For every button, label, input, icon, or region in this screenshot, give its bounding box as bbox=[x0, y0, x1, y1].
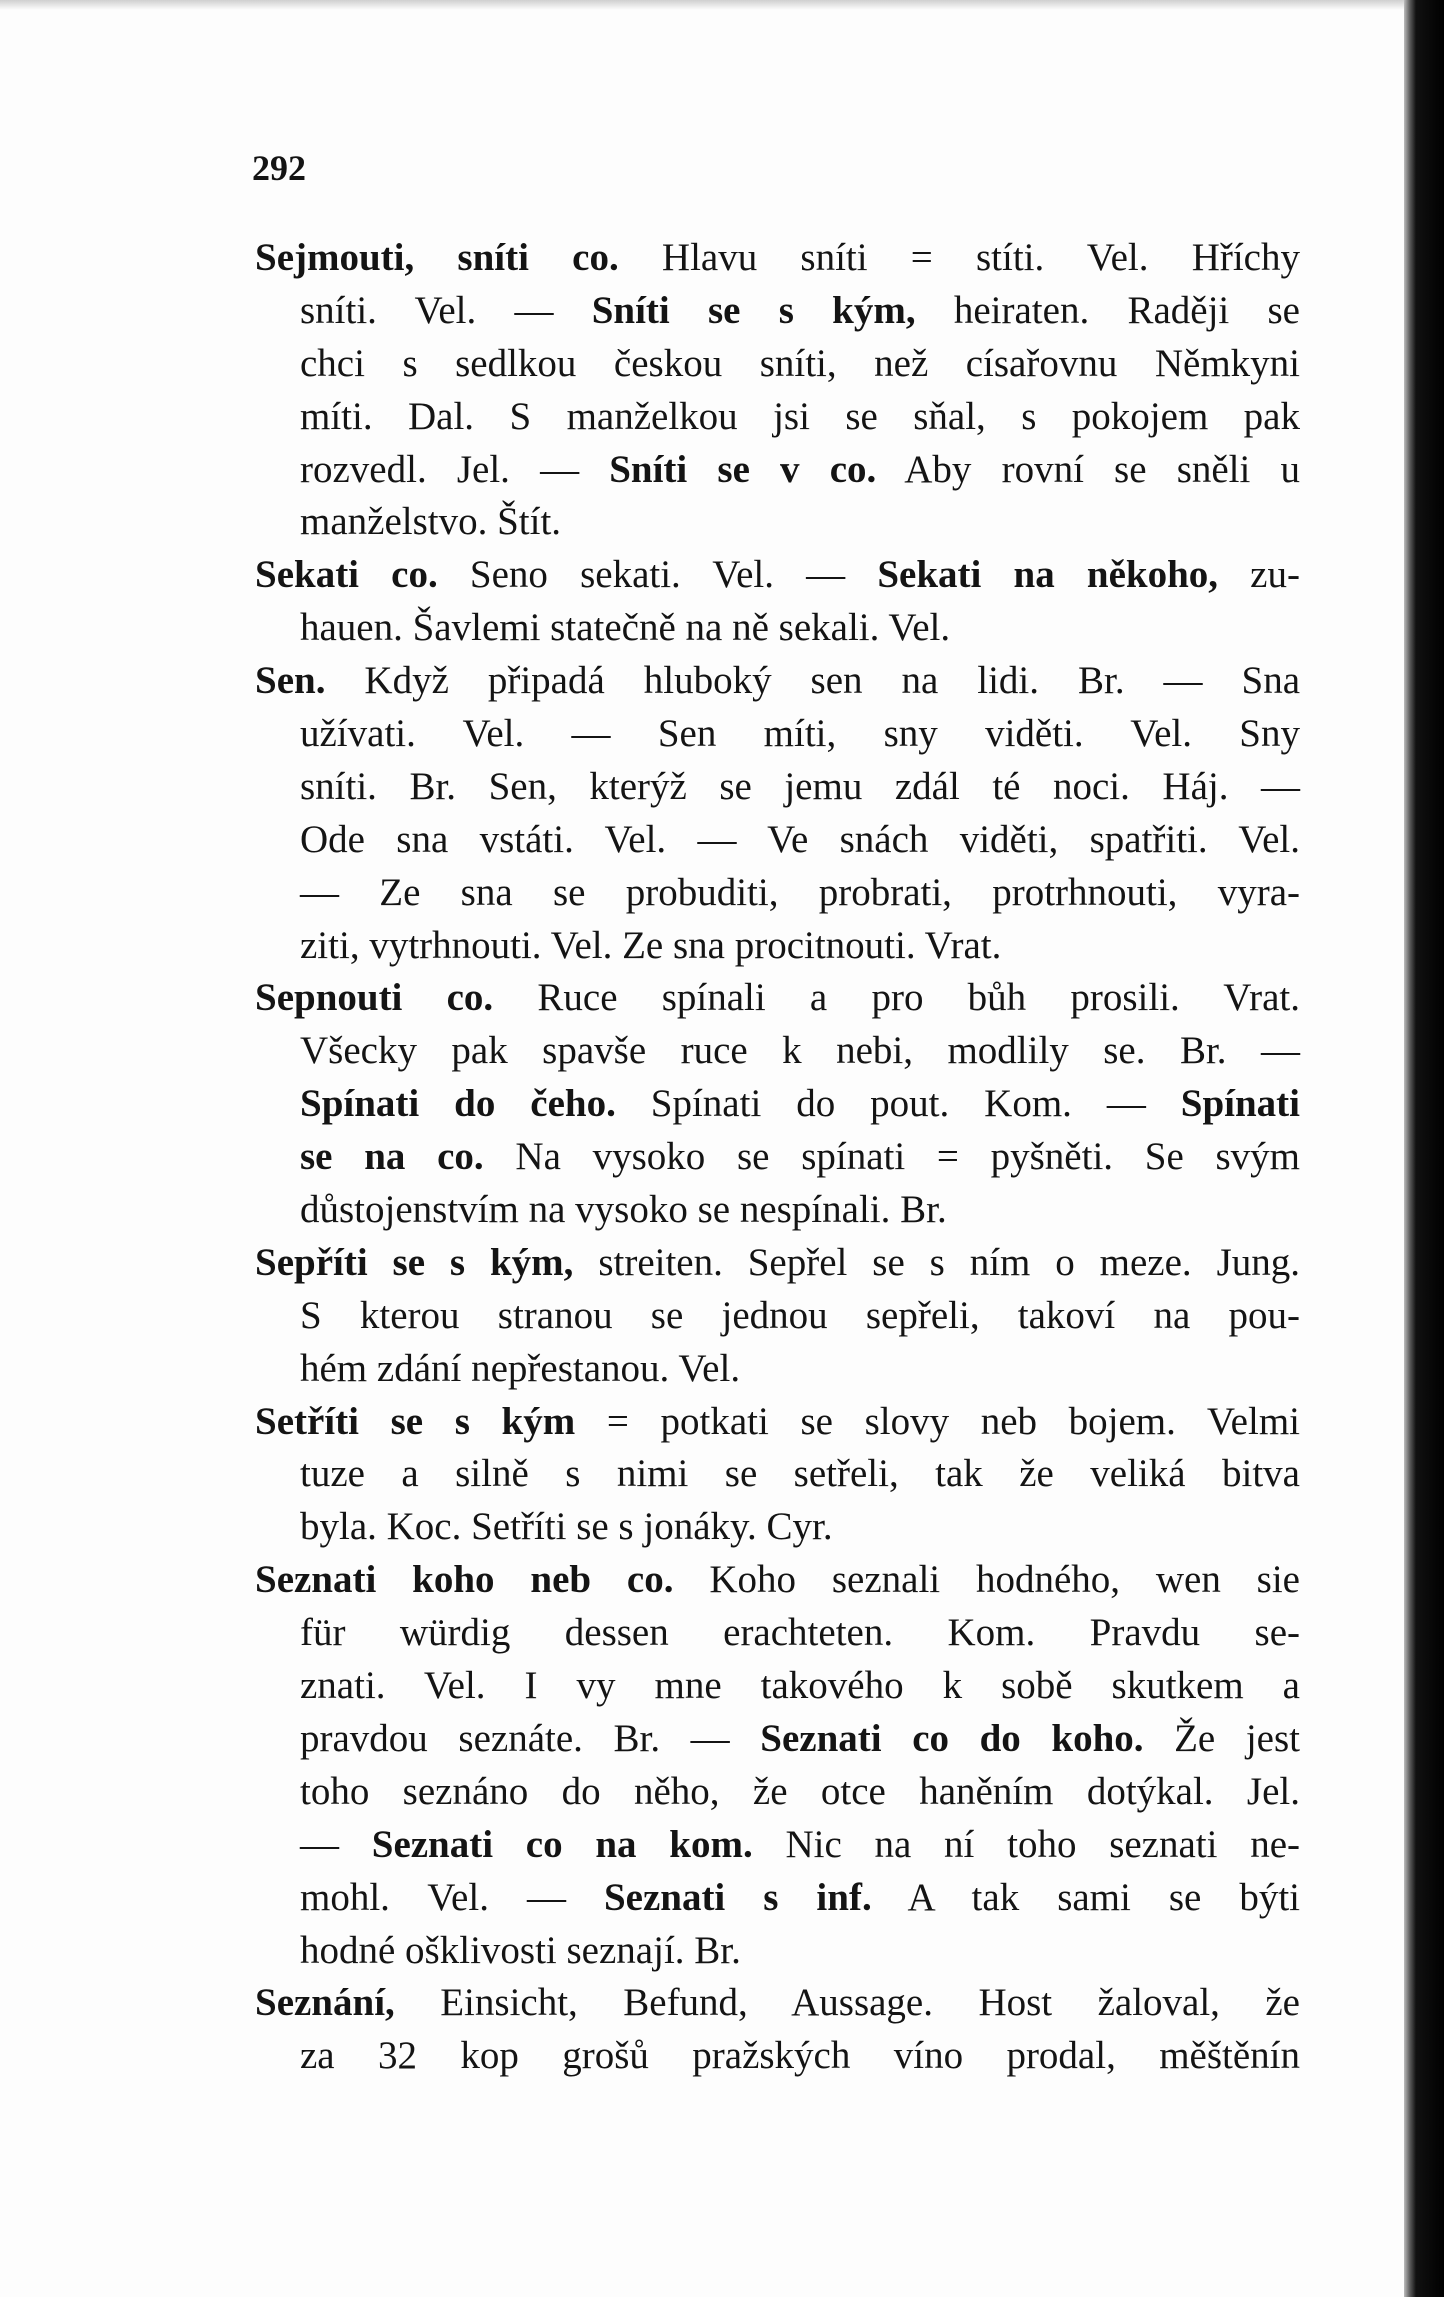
text-line bbox=[255, 1554, 1300, 1607]
headword: Seznání, bbox=[255, 1981, 395, 2025]
headword: Sepříti se s kým, bbox=[255, 1240, 574, 1284]
text-line bbox=[255, 867, 1300, 920]
text-run: znati. Vel. I vy mne takového k sobě skutkem a bbox=[300, 1664, 1300, 1708]
text-run: Všecky pak spavše ruce k nebi, modlily se. Br. — bbox=[300, 1029, 1300, 1073]
text-run: užívati. Vel. — Sen míti, sny viděti. Vel. Sny bbox=[300, 712, 1300, 756]
text-run: manželstvo. Štít. bbox=[300, 500, 562, 544]
text-run: für würdig dessen erachteten. Kom. Pravdu se- bbox=[300, 1611, 1300, 1655]
text-run: — bbox=[300, 1822, 372, 1866]
text-line bbox=[255, 1290, 1300, 1343]
headword: Sen. bbox=[255, 659, 326, 703]
text-line bbox=[255, 1448, 1300, 1501]
text-run: Na vysoko se spínati = pyšněti. Se svým bbox=[483, 1135, 1300, 1179]
text-line bbox=[255, 920, 1300, 973]
text-run: Koho seznali hodného, wen sie bbox=[673, 1558, 1300, 1602]
text-line bbox=[255, 338, 1300, 391]
text-line bbox=[255, 1501, 1300, 1554]
text-run: sníti. Br. Sen, kterýž se jemu zdál té noci. Háj. — bbox=[300, 764, 1300, 808]
text-line bbox=[255, 1977, 1300, 2030]
text-run: Einsicht, Befund, Aussage. Host žaloval, že bbox=[394, 1981, 1300, 2025]
headword: Sníti se v co. bbox=[609, 447, 877, 491]
dictionary-text bbox=[255, 232, 1300, 2083]
text-line bbox=[255, 655, 1300, 708]
text-run: hauen. Šavlemi statečně na ně sekali. Vel. bbox=[300, 606, 951, 650]
headword: Sníti se s kým, bbox=[591, 288, 916, 332]
text-run: Hlavu sníti = stíti. Vel. Hříchy bbox=[618, 236, 1300, 279]
headword: Seznati co do koho. bbox=[760, 1716, 1144, 1760]
text-line bbox=[255, 814, 1300, 867]
text-line bbox=[255, 708, 1300, 761]
headword: Sepnouti co. bbox=[255, 976, 494, 1020]
text-run: Spínati do pout. Kom. — bbox=[615, 1082, 1181, 1126]
headword: Seznati co na kom. bbox=[371, 1822, 753, 1866]
text-line bbox=[255, 2030, 1300, 2083]
text-run: tuze a silně s nimi se setřeli, tak že veliká bitva bbox=[300, 1452, 1300, 1496]
headword: se na co. bbox=[300, 1135, 484, 1179]
text-run: Ode sna vstáti. Vel. — Ve snách viděti, spatřiti. Vel. bbox=[300, 817, 1300, 861]
text-run: pravdou seznáte. Br. — bbox=[300, 1716, 761, 1760]
text-line bbox=[255, 391, 1300, 444]
text-run: za 32 kop grošů pražských víno prodal, měštěnín bbox=[300, 2034, 1300, 2078]
text-line bbox=[255, 1925, 1300, 1978]
text-run: — Ze sna se probuditi, probrati, protrhnouti, vyra- bbox=[300, 870, 1300, 914]
text-line bbox=[255, 1713, 1300, 1766]
text-run: sníti. Vel. — bbox=[300, 288, 592, 332]
text-run: zu- bbox=[1218, 553, 1300, 597]
text-line bbox=[255, 1872, 1300, 1925]
text-run: mohl. Vel. — bbox=[300, 1875, 604, 1919]
text-line bbox=[255, 1237, 1300, 1290]
headword: Sekati na někoho, bbox=[877, 553, 1219, 597]
text-line bbox=[255, 1396, 1300, 1449]
text-run: = potkati se slovy neb bojem. Velmi bbox=[575, 1399, 1300, 1443]
text-run: Aby rovní se sněli u bbox=[876, 447, 1300, 491]
text-run: rozvedl. Jel. — bbox=[300, 447, 610, 491]
text-run: toho seznáno do něho, že otce haněním dotýkal. Jel. bbox=[300, 1769, 1300, 1813]
headword: Seznati koho neb co. bbox=[255, 1558, 674, 1602]
text-line bbox=[255, 602, 1300, 655]
text-line bbox=[255, 285, 1300, 338]
text-run: ziti, vytrhnouti. Vel. Ze sna procitnouti. Vrat. bbox=[300, 923, 1002, 967]
text-run: hodné ošklivosti seznají. Br. bbox=[300, 1928, 741, 1972]
text-line bbox=[255, 444, 1300, 497]
text-run: S kterou stranou se jednou sepřeli, takoví na pou- bbox=[300, 1293, 1300, 1337]
headword: Spínati do čeho. bbox=[300, 1082, 616, 1126]
text-line bbox=[255, 549, 1300, 602]
text-line bbox=[255, 1819, 1300, 1872]
scan-edge-right bbox=[1404, 0, 1444, 2297]
text-run: hém zdání nepřestanou. Vel. bbox=[300, 1346, 741, 1390]
text-line bbox=[255, 1607, 1300, 1660]
text-line bbox=[255, 1131, 1300, 1184]
page-number: 292 bbox=[252, 148, 306, 188]
headword: Seznati s inf. bbox=[603, 1875, 872, 1919]
text-line bbox=[255, 972, 1300, 1025]
text-line bbox=[255, 1184, 1300, 1237]
text-run: A tak sami se býti bbox=[871, 1875, 1300, 1919]
text-run: byla. Koc. Setříti se s jonáky. Cyr. bbox=[300, 1505, 833, 1549]
text-run: streiten. Sepřel se s ním o meze. Jung. bbox=[573, 1240, 1300, 1284]
text-line bbox=[255, 1660, 1300, 1713]
text-run: Když připadá hluboký sen na lidi. Br. — Sna bbox=[325, 659, 1300, 703]
text-line bbox=[255, 1025, 1300, 1078]
headword: Spínati bbox=[1180, 1082, 1300, 1126]
text-run: heiraten. Raději se bbox=[915, 288, 1300, 332]
text-run: míti. Dal. S manželkou jsi se sňal, s pokojem pak bbox=[300, 394, 1300, 438]
text-line bbox=[255, 1766, 1300, 1819]
text-run: Ruce spínali a pro bůh prosili. Vrat. bbox=[493, 976, 1300, 1020]
scan-edge-top bbox=[0, 0, 1444, 10]
text-line bbox=[255, 1343, 1300, 1396]
text-line bbox=[255, 496, 1300, 549]
headword: Sekati co. bbox=[255, 553, 438, 597]
headword: Setříti se s kým bbox=[255, 1399, 576, 1443]
text-run: důstojenstvím na vysoko se nespínali. Br. bbox=[300, 1188, 947, 1232]
text-run: Seno sekati. Vel. — bbox=[437, 553, 878, 597]
text-run: chci s sedlkou českou sníti, než císařovnu Němkyni bbox=[300, 341, 1300, 385]
text-line bbox=[255, 761, 1300, 814]
text-run: Že jest bbox=[1143, 1716, 1300, 1760]
text-run: Nic na ní toho seznati ne- bbox=[752, 1822, 1301, 1866]
headword: Sejmouti, sníti co. bbox=[255, 236, 619, 279]
text-line bbox=[255, 232, 1300, 285]
text-line bbox=[255, 1078, 1300, 1131]
